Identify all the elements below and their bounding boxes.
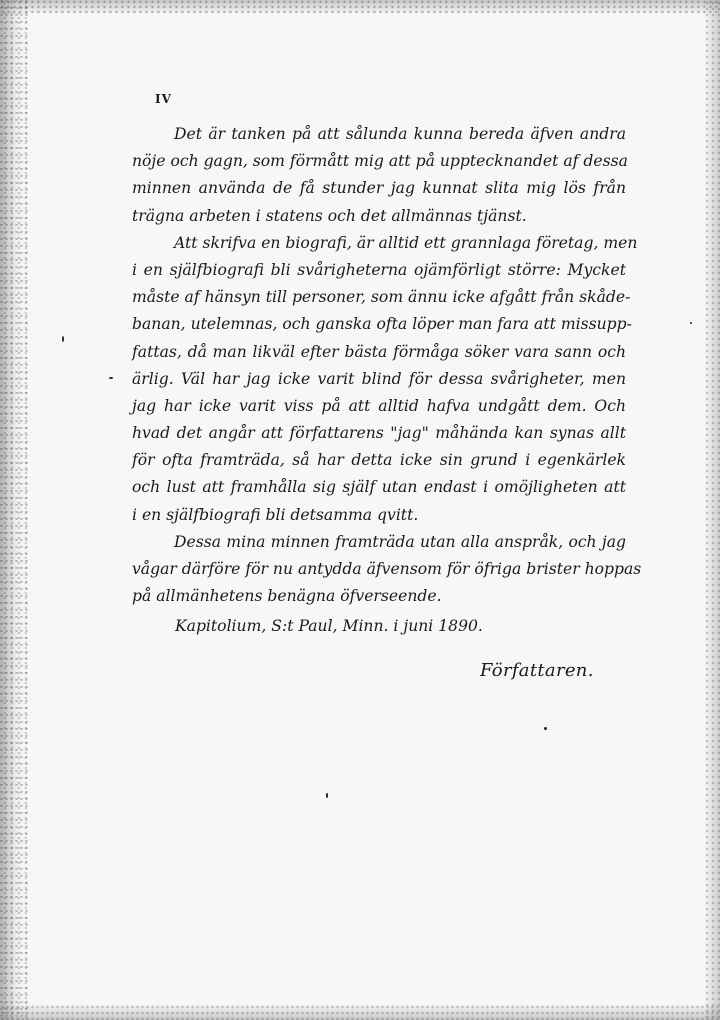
scan-edge-top <box>0 0 720 14</box>
text-line: i en själfbiografi bli svårigheterna ojämförligt större: Mycket <box>132 260 626 279</box>
scan-speck <box>326 793 328 798</box>
scan-speck <box>544 727 547 730</box>
text-line: fattas, då man likväl efter bästa förmåga söker vara sann och <box>132 342 626 361</box>
text-line: ärlig. Väl har jag icke varit blind för dessa svårigheter, men <box>132 369 626 388</box>
text-line: Dessa mina minnen framträda utan alla anspråk, och jag <box>174 532 626 551</box>
text-line: måste af hänsyn till personer, som ännu icke afgått från skåde- <box>132 288 631 307</box>
scan-edge-right <box>704 0 720 1020</box>
place-and-date: Kapitolium, S:t Paul, Minn. i juni 1890. <box>175 617 483 635</box>
author-signature: Författaren. <box>480 660 594 681</box>
text-line: minnen använda de få stunder jag kunnat slita mig lös från <box>132 179 626 198</box>
scan-edge-bottom <box>0 1004 720 1020</box>
text-line: nöje och gagn, som förmått mig att på upptecknandet af dessa <box>132 152 628 171</box>
text-line: för ofta framträda, så har detta icke sin grund i egenkärlek <box>132 451 626 470</box>
text-line: banan, utelemnas, och ganska ofta löper man fara att missupp- <box>132 315 632 334</box>
text-line: hvad det angår att författarens "jag" måhända kan synas allt <box>132 424 626 443</box>
text-line: vågar därföre för nu antydda äfvensom för öfriga brister hoppas <box>132 560 642 578</box>
text-line: i en själfbiografi bli detsamma qvitt. <box>132 505 419 524</box>
page-number: IV <box>155 92 172 106</box>
text-line: och lust att framhålla sig själf utan endast i omöjligheten att <box>132 478 626 497</box>
text-line: Det är tanken på att sålunda kunna bereda äfven andra <box>174 125 626 143</box>
preface-text <box>132 121 642 610</box>
scan-edge-left <box>0 0 28 1020</box>
scan-speck <box>62 336 64 342</box>
text-line: på allmänhetens benägna öfverseende. <box>132 587 442 606</box>
scan-speck <box>109 377 113 379</box>
text-line: trägna arbeten i statens och det allmännas tjänst. <box>132 206 527 225</box>
scan-speck <box>690 322 692 324</box>
text-line: Att skrifva en biografi, är alltid ett grannlaga företag, men <box>174 233 638 252</box>
text-line: jag har icke varit viss på att alltid hafva undgått dem. Och <box>132 396 626 415</box>
